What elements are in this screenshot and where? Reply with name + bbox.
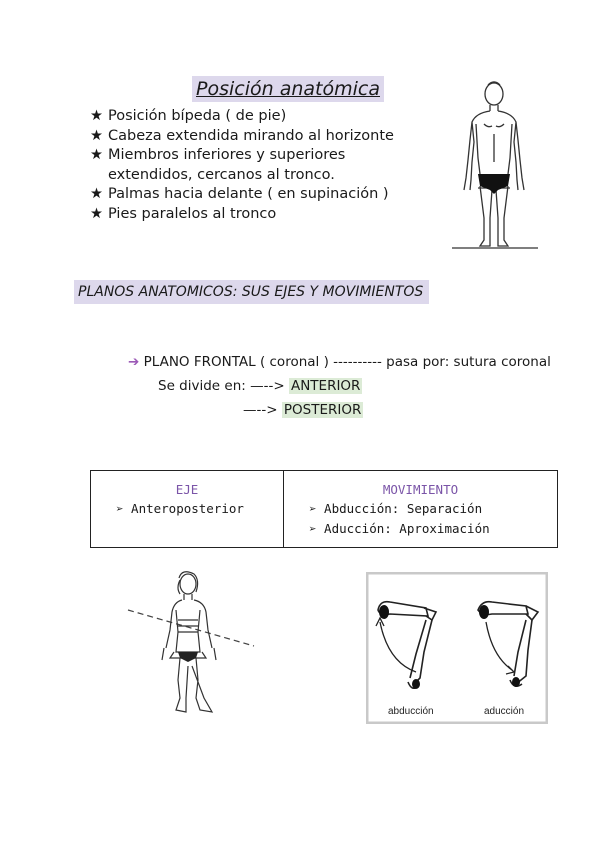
anteroposterior-axis-figure [126,570,258,720]
movimiento-header: MOVIMIENTO [382,482,459,497]
bullet-item: ★ Pies paralelos al tronco [90,205,394,225]
abduccion-label: abducción [388,706,434,717]
bullet-list [90,107,394,224]
bullet-continuation: extendidos, cercanos al tronco. [108,166,335,183]
posterior-line: —--> POSTERIOR [243,402,362,418]
star-icon: ★ [90,147,103,163]
plano-frontal-line: ➔ PLANO FRONTAL ( coronal ) ---------- pasa por: sutura coronal [128,354,551,370]
arrow-right-icon: ➔ [128,354,140,370]
movimiento-cell [284,471,558,548]
axis-movement-table [90,470,558,548]
abduction-adduction-figure [366,572,548,724]
posterior-highlight: POSTERIOR [283,402,362,418]
anatomical-position-figure [448,78,540,250]
eje-value: ➢ Anteroposterior [116,501,244,516]
bullet-item: ★ Posición bípeda ( de pie) [90,107,394,127]
bullet-item: ★ Cabeza extendida mirando al horizonte [90,127,394,147]
bullet-item: ★ Palmas hacia delante ( en supinación ) [90,185,394,205]
eje-header: EJE [175,482,199,497]
divide-line: Se divide en: —--> ANTERIOR [158,378,361,394]
star-icon: ★ [90,186,103,202]
eje-cell [91,471,284,548]
aduccion-label: aducción [484,706,525,717]
star-icon: ★ [90,205,103,222]
section-heading: PLANOS ANATOMICOS: SUS EJES Y MOVIMIENTOS [74,280,429,304]
page-title: Posición anatómica [192,76,384,102]
movimiento-value: ➢ Abducción: Separación [309,501,483,516]
bullet-item: ★ Miembros inferiores y superiores [90,146,394,166]
anterior-highlight: ANTERIOR [290,378,361,394]
movimiento-value: ➢ Aducción: Aproximación [309,521,490,536]
star-icon: ★ [90,127,103,144]
star-icon: ★ [90,108,103,124]
